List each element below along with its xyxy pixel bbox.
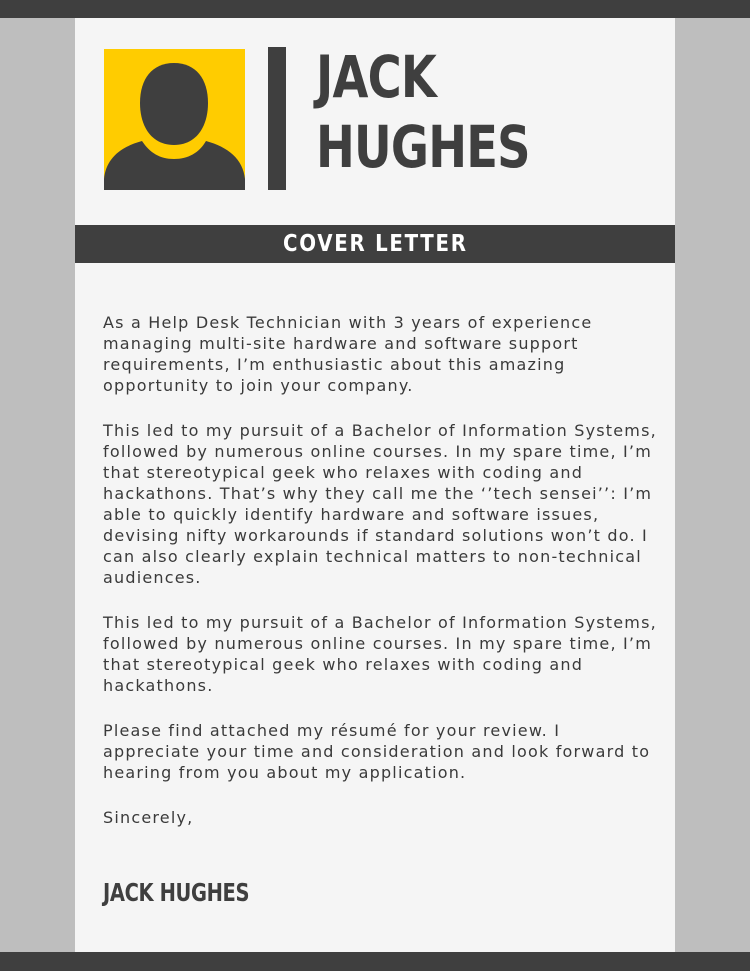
top-bar	[0, 0, 750, 18]
bottom-bar	[0, 952, 750, 971]
paragraph: This led to my pursuit of a Bachelor of Information Systems, followed by numerous online courses. In my spare time, I’m that stereotypical geek who relaxes with coding and hackathons.	[103, 613, 657, 695]
header-divider	[268, 47, 286, 190]
first-name: JACK	[316, 43, 436, 111]
cover-letter-page	[75, 18, 675, 952]
banner-title: COVER LETTER	[282, 231, 468, 257]
paragraph: Please find attached my résumé for your review. I appreciate your time and consideration and look forward to hearing from you about my application.	[103, 721, 651, 782]
avatar	[104, 49, 245, 190]
section-banner	[75, 225, 675, 263]
letter-body	[103, 312, 663, 828]
signature: JACK HUGHES	[103, 878, 250, 907]
name-heading	[316, 42, 656, 182]
last-name: HUGHES	[316, 113, 530, 181]
closing: Sincerely,	[103, 808, 194, 827]
paragraph: This led to my pursuit of a Bachelor of Information Systems, followed by numerous online courses. In my spare time, I’m that stereotypical geek who relaxes with coding and hackathons. That’s why they call me the ‘’tech sensei’’: I’m able to quickly identify hardware and software issues, devising nifty workarounds if standard solutions won’t do. I can also clearly explain technical matters to non-technical audiences.	[103, 421, 657, 587]
person-silhouette-icon	[104, 49, 245, 190]
paragraph: As a Help Desk Technician with 3 years of experience managing multi-site hardware and software support requirements, I’m enthusiastic about this amazing opportunity to join your company.	[103, 313, 593, 395]
